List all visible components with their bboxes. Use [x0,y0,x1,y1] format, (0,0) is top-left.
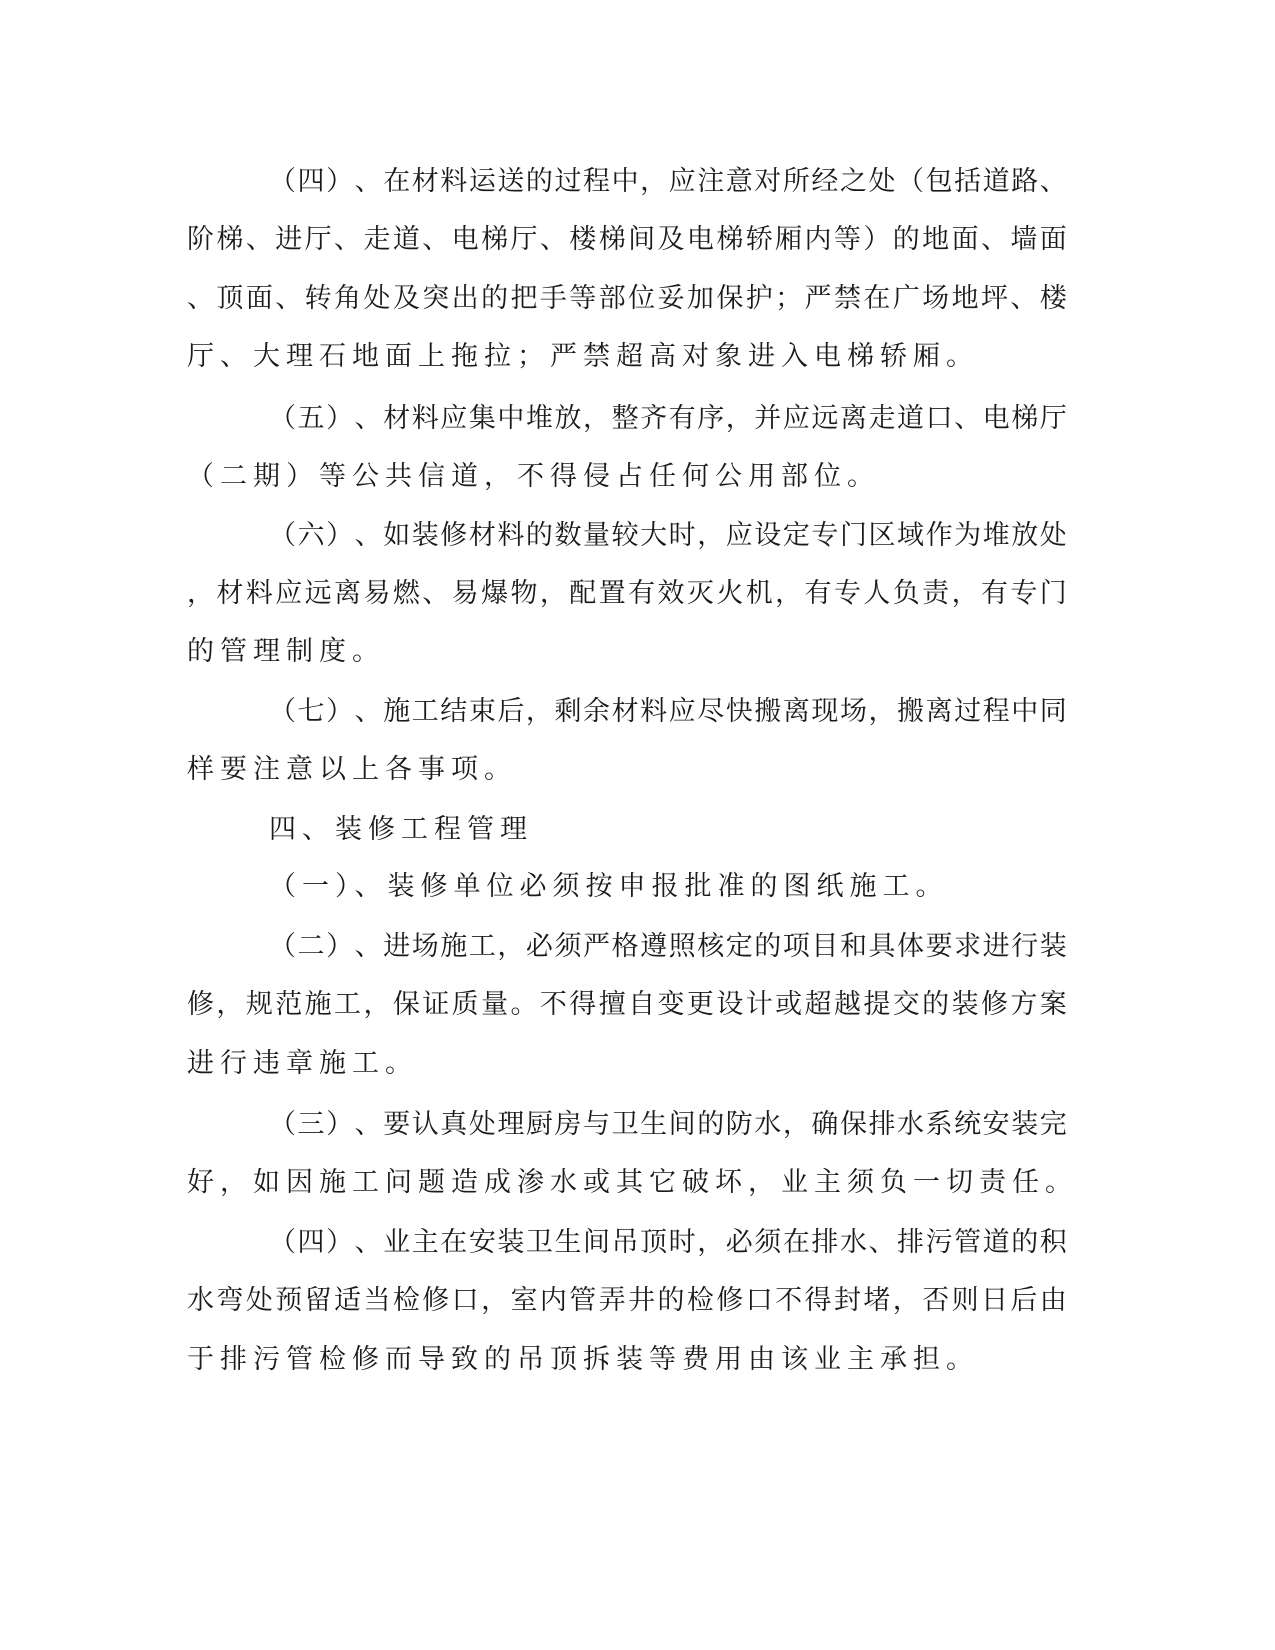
text-line: 四、装修工程管理 [269,814,533,845]
text-line: （ 五 ） 、 材 料 应 集 中 堆 放 ， 整 齐 有 序 ， 并 应 远 离 走 道 口 、 电 梯 厅 [269,403,1067,434]
text-line: 厅、大理石地面上拖拉；严禁超高对象进入电梯轿厢。 [187,341,979,372]
text-line: 于排污管检修而导致的吊顶拆装等费用由该业主承担。 [187,1344,979,1375]
text-line: （ 七 ） 、 施 工 结 束 后 ， 剩 余 材 料 应 尽 快 搬 离 现 场 ， 搬 离 过 程 中 同 [269,696,1067,727]
text-line: （ 二 ） 、 进 场 施 工 ， 必 须 严 格 遵 照 核 定 的 项 目 和 具 体 要 求 进 行 装 [269,931,1067,962]
text-line: （ 四 ） 、 业 主 在 安 装 卫 生 间 吊 顶 时 ， 必 须 在 排 水 、 排 污 管 道 的 积 [269,1227,1067,1258]
text-line: 修 ， 规 范 施 工 ， 保 证 质 量 。 不 得 擅 自 变 更 设 计 或 超 越 提 交 的 装 修 方 案 [187,989,1067,1020]
text-line: ， 材 料 应 远 离 易 燃 、 易 爆 物 ， 配 置 有 效 灭 火 机 ， 有 专 人 负 责 ， 有 专 门 [187,578,1067,609]
text-line: （一）、装修单位必须按申报批准的图纸施工。 [269,871,949,902]
text-line: （ 三 ） 、 要 认 真 处 理 厨 房 与 卫 生 间 的 防 水 ， 确 保 排 水 系 统 安 装 完 [269,1109,1067,1140]
text-line: 好，如因施工问题造成渗水或其它破坏，业主须负一切责任。 [187,1167,1078,1198]
text-line: 进行违章施工。 [187,1048,418,1079]
text-line: 阶 梯 、 进 厅 、 走 道 、 电 梯 厅 、 楼 梯 间 及 电 梯 轿 厢 内 等 ） 的 地 面 、 墙 面 [187,224,1067,255]
text-line: 、 顶 面 、 转 角 处 及 突 出 的 把 手 等 部 位 妥 加 保 护 ； 严 禁 在 广 场 地 坪 、 楼 [187,283,1067,314]
text-line: 水 弯 处 预 留 适 当 检 修 口 ， 室 内 管 弄 井 的 检 修 口 不 得 封 堵 ， 否 则 日 后 由 [187,1285,1067,1316]
text-line: （二期）等公共信道，不得侵占任何公用部位。 [187,461,880,492]
text-line: （ 四 ） 、 在 材 料 运 送 的 过 程 中 ， 应 注 意 对 所 经 之 处 （ 包 括 道 路 、 [269,166,1067,197]
text-line: （ 六 ） 、 如 装 修 材 料 的 数 量 较 大 时 ， 应 设 定 专 门 区 域 作 为 堆 放 处 [269,520,1067,551]
text-line: 样要注意以上各事项。 [187,754,517,785]
text-line: 的管理制度。 [187,636,385,667]
